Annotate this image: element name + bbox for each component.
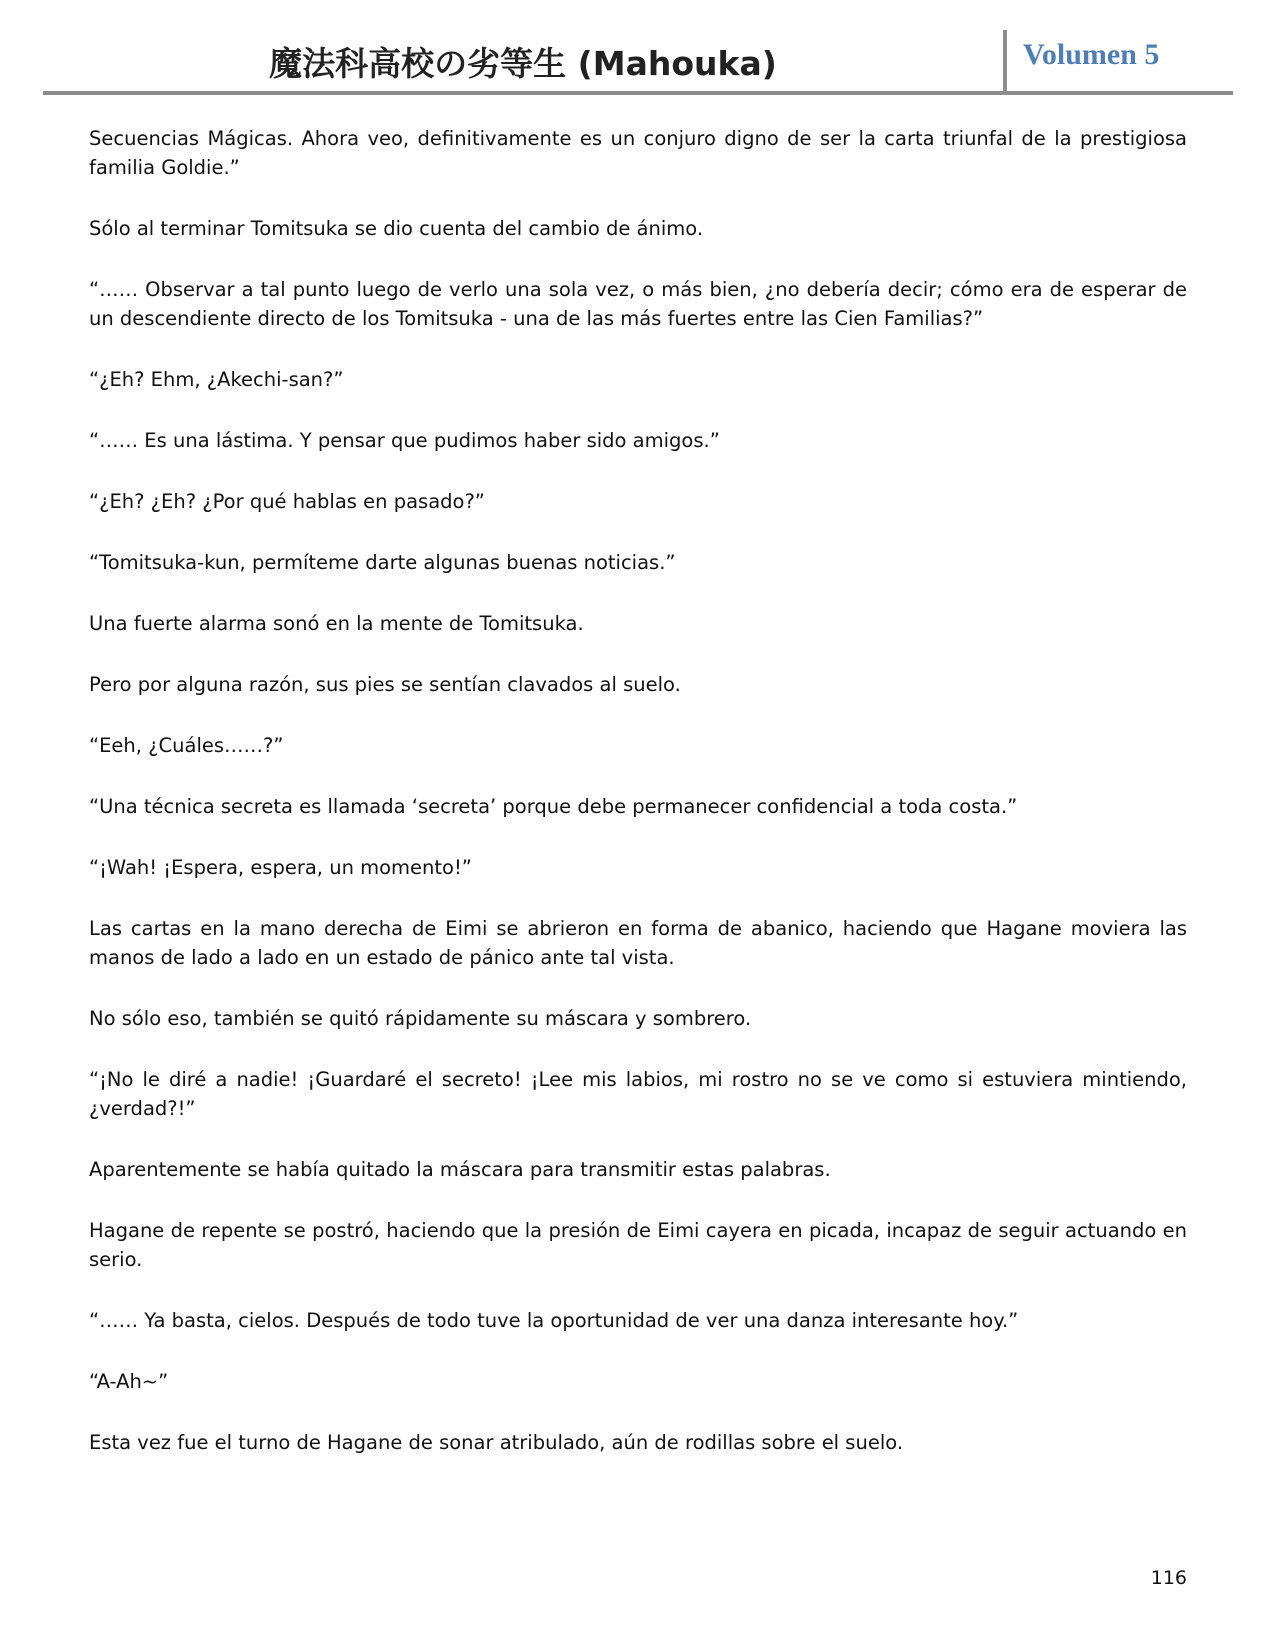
header-divider [1003, 30, 1007, 92]
paragraph: Secuencias Mágicas. Ahora veo, definitivamente es un conjuro digno de ser la carta triunfal de la prestigiosa familia Goldie.” [89, 127, 1187, 179]
paragraph: “¿Eh? Ehm, ¿Akechi-san?” [89, 368, 344, 391]
paragraph: Pero por alguna razón, sus pies se sentían clavados al suelo. [89, 673, 681, 696]
paragraph: “A-Ah~” [89, 1370, 169, 1393]
paragraph: Una fuerte alarma sonó en la mente de Tomitsuka. [89, 612, 584, 635]
header-rule [43, 91, 1233, 95]
paragraph: “Tomitsuka-kun, permíteme darte algunas buenas noticias.” [89, 551, 676, 574]
page-body [89, 124, 1187, 1489]
paragraph: “…… Es una lástima. Y pensar que pudimos haber sido amigos.” [89, 429, 720, 452]
paragraph: “¡Wah! ¡Espera, espera, un momento!” [89, 856, 472, 879]
paragraph: “¿Eh? ¿Eh? ¿Por qué hablas en pasado?” [89, 490, 485, 513]
page-header [43, 28, 1233, 94]
paragraph: “…… Observar a tal punto luego de verlo una sola vez, o más bien, ¿no debería decir; cómo era de esperar de un descendiente directo de los Tomitsuka - una de las más fuertes entre las Cien Familias?” [89, 278, 1187, 330]
paragraph: Las cartas en la mano derecha de Eimi se abrieron en forma de abanico, haciendo que Hagane moviera las manos de lado a lado en un estado de pánico ante tal vista. [89, 917, 1187, 969]
volume-label: Volumen 5 [1023, 38, 1160, 71]
paragraph: Aparentemente se había quitado la máscara para transmitir estas palabras. [89, 1158, 831, 1181]
book-title: 魔法科高校の劣等生 (Mahouka) [269, 44, 777, 83]
page-number: 116 [1150, 1567, 1187, 1589]
paragraph: “Una técnica secreta es llamada ‘secreta’ porque debe permanecer confidencial a toda costa.” [89, 795, 1018, 818]
paragraph: Hagane de repente se postró, haciendo que la presión de Eimi cayera en picada, incapaz de seguir actuando en serio. [89, 1219, 1187, 1271]
paragraph: “Eeh, ¿Cuáles……?” [89, 734, 284, 757]
paragraph: “…… Ya basta, cielos. Después de todo tuve la oportunidad de ver una danza interesante hoy.” [89, 1309, 1019, 1332]
paragraph: Esta vez fue el turno de Hagane de sonar atribulado, aún de rodillas sobre el suelo. [89, 1431, 904, 1454]
paragraph: Sólo al terminar Tomitsuka se dio cuenta del cambio de ánimo. [89, 217, 704, 240]
paragraph: No sólo eso, también se quitó rápidamente su máscara y sombrero. [89, 1007, 752, 1030]
paragraph: “¡No le diré a nadie! ¡Guardaré el secreto! ¡Lee mis labios, mi rostro no se ve como si estuviera mintiendo, ¿verdad?!” [89, 1068, 1187, 1120]
